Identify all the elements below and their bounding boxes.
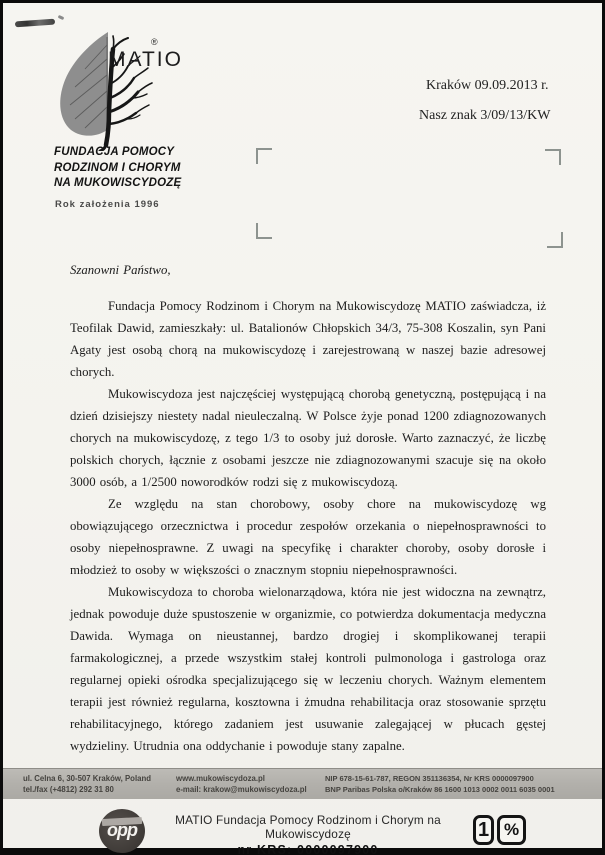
footer-street-address: ul. Celna 6, 30-507 Kraków, Poland — [23, 774, 151, 783]
salutation: Szanowni Państwo, — [70, 263, 171, 277]
footer-registry-ids: NIP 678-15-61-787, REGON 351136354, Nr KRS 0000097900 — [325, 774, 534, 783]
footer-bank-account: BNP Paribas Polska o/Kraków 86 1600 1013 0002 0011 6035 0001 — [325, 784, 555, 794]
paragraph-3: Ze względu na stan chorobowy, osoby chore na mukowiscydozę wg obowiązującego orzecznictwa i procedur zespołów orzekania o niepełnosprawności to osoby niepełnosprawne. Z uwagi na specyfikę i charakter choroby, osoby dorosłe i młodzież to osoby w większości o znacznym stopniu niepełnosprawności. — [70, 497, 546, 577]
footer-address-column — [23, 774, 151, 795]
crop-mark-bottom-right — [547, 232, 563, 248]
footer-registry-column — [325, 774, 555, 795]
org-name-line1: FUNDACJA POMOCY — [54, 146, 175, 158]
org-name — [54, 145, 181, 192]
opp-org-name-line: MATIO Fundacja Pomocy Rodzinom i Chorym na Mukowiscydozę — [175, 813, 441, 841]
paragraph-2: Mukowiscydoza jest najczęściej występującą chorobą genetyczną, postępującą i na dzień dzisiejszy niestety nadal nieuleczalną. W Polsce żyje ponad 1200 zdiagnozowanych chorych na mukowiscydozę, z tego 1/3 to osoby już dorosłe. Warto zaznaczyć, że liczbę polskich chorych, łącznie z osobami jeszcze nie zdiagnozowanymi szacuje się na około 3000 osób, a 1/2500 noworodków rodzi się z mukowiscydozą. — [70, 387, 546, 489]
paragraph-4: Mukowiscydoza to choroba wielonarządowa, która nie jest widoczna na zewnątrz, jednak powoduje duże spustoszenie w organizmie, co potwierdza dokumentacja medyczna Dawida. Wymaga on nieustannej, bardzo drogiej i skomplikowanej terapii farmakologicznej, a przede wszystkim stałej kontroli pulmonologa i gastrologa oraz regularnej opieki ośrodka specjalizującego się w leczeniu chorych. Ważnym elementem terapii jest również regularna, kosztowna i żmudna rehabilitacja oraz stosowanie sprzętu rehabilitacyjnego, którego zadaniem jest usuwanie zalegającej w płucach gęstej wydzieliny. Utrudnia ona oddychanie i powoduje stany zapalne. — [70, 585, 546, 753]
founding-year: Rok założenia 1996 — [55, 199, 160, 210]
crop-mark-top-right — [545, 149, 561, 165]
letter-body — [70, 259, 546, 757]
reference-number-line: Nasz znak 3/09/13/KW — [419, 108, 551, 123]
opp-krs-number-line: nr KRS: 0000097900 — [237, 843, 379, 855]
scan-smudge-artifact — [15, 19, 55, 28]
org-name-line2: RODZINOM I CHORYM — [54, 161, 181, 174]
date-line: Kraków 09.09.2013 r. — [426, 78, 549, 93]
crop-mark-bottom-left — [256, 223, 272, 239]
org-name-line3: NA MUKOWISCYDOZĘ — [54, 177, 182, 189]
one-percent-digit: 1 — [473, 815, 494, 845]
opp-logo-icon — [99, 809, 145, 853]
footer-email: e-mail: krakow@mukowiscydoza.pl — [176, 784, 307, 794]
scan-speck-artifact — [58, 15, 65, 20]
one-percent-badge-icon — [473, 815, 526, 845]
contact-footer-bar — [3, 768, 602, 799]
crop-mark-top-left — [256, 148, 272, 164]
one-percent-sign: % — [497, 815, 526, 845]
brand-wordmark: MATIO — [108, 48, 183, 71]
footer-website: www.mukowiscydoza.pl — [176, 774, 265, 783]
paragraph-1: Fundacja Pomocy Rodzinom i Chorym na Mukowiscydozę MATIO zaświadcza, iż Teofilak Dawid, zamieszkały: ul. Batalionów Chłopskich 34/3, 75-308 Koszalin, syn Pani Agaty jest osobą chorą na mukowiscydozę i zarejestrowaną w naszej bazie adresowej chorych. — [70, 299, 546, 379]
footer-web-column — [176, 774, 307, 795]
letter-page — [3, 3, 602, 855]
opp-org-block — [145, 813, 471, 855]
registered-trademark-icon: ® — [151, 37, 158, 47]
footer-phone: tel./fax (+4812) 292 31 80 — [23, 784, 114, 794]
opp-logo-label: opp — [107, 820, 137, 840]
